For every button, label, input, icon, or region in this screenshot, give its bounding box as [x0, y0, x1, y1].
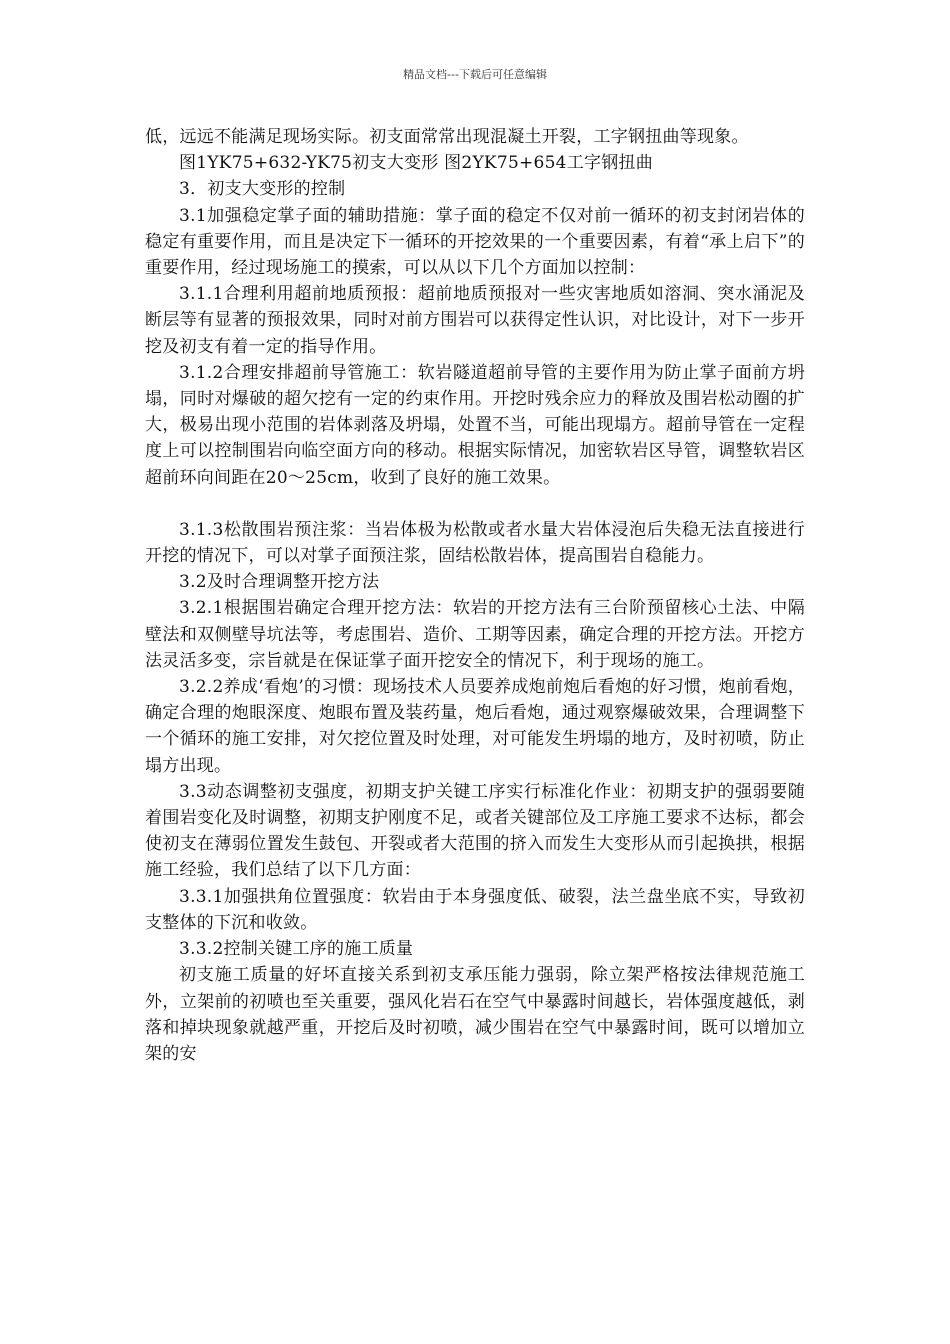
section-heading-3-3-2: 3.3.2控制关键工序的施工质量: [179, 939, 414, 960]
paragraph-3-2-2: 3.2.2养成‘看炮’的习惯：现场技术人员要养成炮前炮后看炮的好习惯，炮前看炮，确定合理的炮眼深度、炮眼布置及装药量，炮后看炮，通过观察爆破效果，合理调整下一个循环的施工安排，对欠挖位置及时处理，对可能发生坍塌的地方，及时初喷，防止塌方出现。: [145, 677, 805, 776]
paragraph-continuation: 低，远远不能满足现场实际。初支面常常出现混凝土开裂，工字钢扭曲等现象。: [145, 127, 749, 147]
paragraph-3-1-1: 3.1.1合理利用超前地质预报：超前地质预报对一些灾害地质如溶洞、突水涌泥及断层等有显著的预报效果，同时对前方围岩可以获得定性认识，对比设计，对下一步开挖及初支有着一定的指导作用。: [145, 284, 805, 357]
paragraph-3-1-2: 3.1.2合理安排超前导管施工：软岩隧道超前导管的主要作用为防止掌子面前方坍塌，同时对爆破的超欠挖有一定的约束作用。开挖时残余应力的释放及围岩松动圈的扩大，极易出现小范围的岩体剥落及坍塌，处置不当，可能出现塌方。超前导管在一定程度上可以控制围岩向临空面方向的移动。根据实际情况，加密软岩区导管，调整软岩区超前环向间距在20～25cm，收到了良好的施工效果。: [145, 362, 805, 488]
paragraph-quality: 初支施工质量的好坏直接关系到初支承压能力强弱，除立架严格按法律规范施工外，立架前的初喷也至关重要，强风化岩石在空气中暴露时间越长，岩体强度越低，剥落和掉块现象就越严重，开挖后及时初喷，减少围岩在空气中暴露时间，既可以增加立架的安: [145, 965, 805, 1064]
blank-line: [145, 491, 805, 517]
section-heading-3-2: 3.2及时合理调整开挖方法: [179, 572, 380, 593]
figure-caption: 图1YK75+632-YK75初支大变形 图2YK75+654工字钢扭曲: [179, 153, 653, 174]
page-header: 精品文档---下载后可任意编辑: [403, 68, 547, 81]
paragraph-3-1: 3.1加强稳定掌子面的辅助措施：掌子面的稳定不仅对前一循环的初支封闭岩体的稳定有重要作用，而且是决定下一循环的开挖效果的一个重要因素，有着“承上启下”的重要作用，经过现场施工的摸索，可以从以下几个方面加以控制：: [145, 205, 805, 279]
section-heading-3: 3．初支大变形的控制: [179, 179, 346, 200]
paragraph-3-3: 3.3动态调整初支强度，初期支护关键工序实行标准化作业：初期支护的强弱要随着围岩变化及时调整，初期支护刚度不足，或者关键部位及工序施工要求不达标，都会使初支在薄弱位置发生鼓包、开裂或者大范围的挤入而发生大变形从而引起换拱，根据施工经验，我们总结了以下几方面：: [145, 781, 805, 881]
paragraph-3-1-3: 3.1.3松散围岩预注浆：当岩体极为松散或者水量大岩体浸泡后失稳无法直接进行开挖的情况下，可以对掌子面预注浆，固结松散岩体，提高围岩自稳能力。: [145, 519, 805, 567]
paragraph-3-3-1: 3.3.1加强拱角位置强度：软岩由于本身强度低、破裂，法兰盘坐底不实，导致初支整体的下沉和收敛。: [145, 886, 805, 933]
paragraph-3-2-1: 3.2.1根据围岩确定合理开挖方法：软岩的开挖方法有三台阶预留核心土法、中隔壁法和双侧壁导坑法等，考虑围岩、造价、工期等因素，确定合理的开挖方法。开挖方法灵活多变，宗旨就是在保证掌子面开挖安全的情况下，利于现场的施工。: [145, 598, 805, 671]
document-body: [145, 124, 805, 1067]
